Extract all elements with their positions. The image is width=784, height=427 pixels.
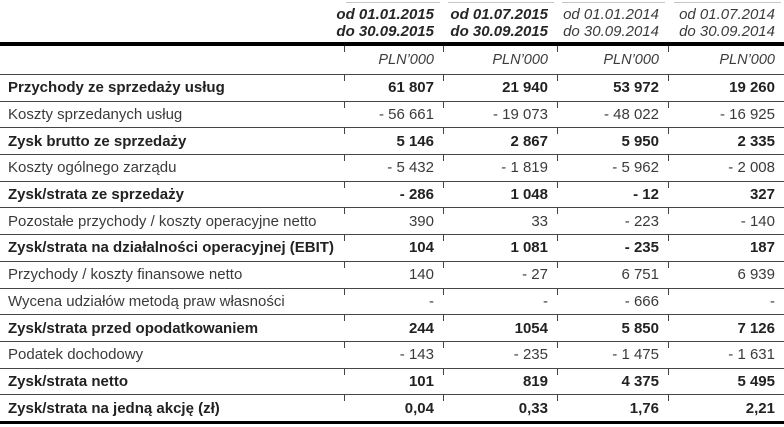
- period-column-header: [679, 6, 775, 40]
- cell-value: - 223: [557, 208, 668, 235]
- cell-value: 1054: [443, 315, 557, 342]
- cell-value: 2 335: [668, 128, 784, 155]
- period-to: do 30.09.2014: [679, 23, 775, 40]
- unit-row-spacer: [0, 46, 344, 75]
- cell-value: 0,04: [344, 395, 443, 423]
- row-label: Zysk/strata netto: [0, 368, 344, 395]
- row-label: Koszty ogólnego zarządu: [0, 155, 344, 182]
- table-row: [0, 181, 784, 208]
- cell-value: 4 375: [557, 368, 668, 395]
- table-row: [0, 261, 784, 288]
- cell-value: 5 146: [344, 128, 443, 155]
- cell-value: 104: [344, 235, 443, 262]
- cell-value: 5 950: [557, 128, 668, 155]
- table-top-border-segment: [346, 2, 440, 3]
- table-row: [0, 315, 784, 342]
- cell-value: 6 751: [557, 261, 668, 288]
- cell-value: - 5 962: [557, 155, 668, 182]
- period-to: do 30.09.2014: [563, 23, 659, 40]
- table-row: [0, 395, 784, 423]
- cell-value: - 143: [344, 341, 443, 368]
- table-row: [0, 341, 784, 368]
- unit-row: [0, 46, 784, 75]
- table-top-border-segment: [674, 2, 781, 3]
- row-label: Pozostałe przychody / koszty operacyjne netto: [0, 208, 344, 235]
- cell-value: - 27: [443, 261, 557, 288]
- cell-value: 2 867: [443, 128, 557, 155]
- cell-value: 187: [668, 235, 784, 262]
- row-label: Zysk/strata na działalności operacyjnej (EBIT): [0, 235, 344, 262]
- table-row: [0, 368, 784, 395]
- cell-value: 1,76: [557, 395, 668, 423]
- cell-value: 5 850: [557, 315, 668, 342]
- table-row: [0, 155, 784, 182]
- period-from: od 01.01.2015: [336, 6, 434, 23]
- cell-value: 7 126: [668, 315, 784, 342]
- unit-label: PLN’000: [344, 46, 443, 75]
- cell-value: 327: [668, 181, 784, 208]
- cell-value: 0,33: [443, 395, 557, 423]
- row-label: Zysk/strata ze sprzedaży: [0, 181, 344, 208]
- period-from: od 01.07.2015: [450, 6, 548, 23]
- row-label: Zysk/strata na jedną akcję (zł): [0, 395, 344, 423]
- period-to: do 30.09.2015: [450, 23, 548, 40]
- income-statement-table: [0, 46, 784, 424]
- table-top-border-segment: [562, 2, 665, 3]
- cell-value: 19 260: [668, 75, 784, 102]
- period-header: [0, 0, 784, 46]
- row-label: Zysk/strata przed opodatkowaniem: [0, 315, 344, 342]
- cell-value: - 140: [668, 208, 784, 235]
- table-row: [0, 75, 784, 102]
- cell-value: 1 081: [443, 235, 557, 262]
- period-column-header: [450, 6, 548, 40]
- cell-value: - 5 432: [344, 155, 443, 182]
- cell-value: - 12: [557, 181, 668, 208]
- cell-value: 21 940: [443, 75, 557, 102]
- cell-value: 53 972: [557, 75, 668, 102]
- table-row: [0, 101, 784, 128]
- cell-value: -: [443, 288, 557, 315]
- row-label: Przychody / koszty finansowe netto: [0, 261, 344, 288]
- unit-label: PLN’000: [557, 46, 668, 75]
- period-from: od 01.01.2014: [563, 6, 659, 23]
- cell-value: 5 495: [668, 368, 784, 395]
- cell-value: - 48 022: [557, 101, 668, 128]
- table-row: [0, 208, 784, 235]
- cell-value: -: [668, 288, 784, 315]
- period-to: do 30.09.2015: [336, 23, 434, 40]
- table-row: [0, 128, 784, 155]
- row-label: Zysk brutto ze sprzedaży: [0, 128, 344, 155]
- cell-value: - 235: [443, 341, 557, 368]
- unit-label: PLN’000: [443, 46, 557, 75]
- cell-value: 101: [344, 368, 443, 395]
- cell-value: - 1 475: [557, 341, 668, 368]
- unit-label: PLN’000: [668, 46, 784, 75]
- cell-value: 2,21: [668, 395, 784, 423]
- cell-value: 244: [344, 315, 443, 342]
- cell-value: 33: [443, 208, 557, 235]
- cell-value: - 56 661: [344, 101, 443, 128]
- cell-value: - 16 925: [668, 101, 784, 128]
- table-row: [0, 235, 784, 262]
- row-label: Koszty sprzedanych usług: [0, 101, 344, 128]
- table-body: [0, 75, 784, 423]
- cell-value: - 2 008: [668, 155, 784, 182]
- cell-value: - 19 073: [443, 101, 557, 128]
- cell-value: - 235: [557, 235, 668, 262]
- row-label: Przychody ze sprzedaży usług: [0, 75, 344, 102]
- cell-value: -: [344, 288, 443, 315]
- cell-value: 1 048: [443, 181, 557, 208]
- row-label: Podatek dochodowy: [0, 341, 344, 368]
- cell-value: - 286: [344, 181, 443, 208]
- cell-value: 61 807: [344, 75, 443, 102]
- cell-value: - 666: [557, 288, 668, 315]
- period-column-header: [563, 6, 659, 40]
- table-row: [0, 288, 784, 315]
- cell-value: - 1 631: [668, 341, 784, 368]
- cell-value: 390: [344, 208, 443, 235]
- period-from: od 01.07.2014: [679, 6, 775, 23]
- row-label: Wycena udziałów metodą praw własności: [0, 288, 344, 315]
- table-top-border-segment: [448, 2, 554, 3]
- cell-value: 140: [344, 261, 443, 288]
- cell-value: 6 939: [668, 261, 784, 288]
- period-column-header: [336, 6, 434, 40]
- cell-value: 819: [443, 368, 557, 395]
- cell-value: - 1 819: [443, 155, 557, 182]
